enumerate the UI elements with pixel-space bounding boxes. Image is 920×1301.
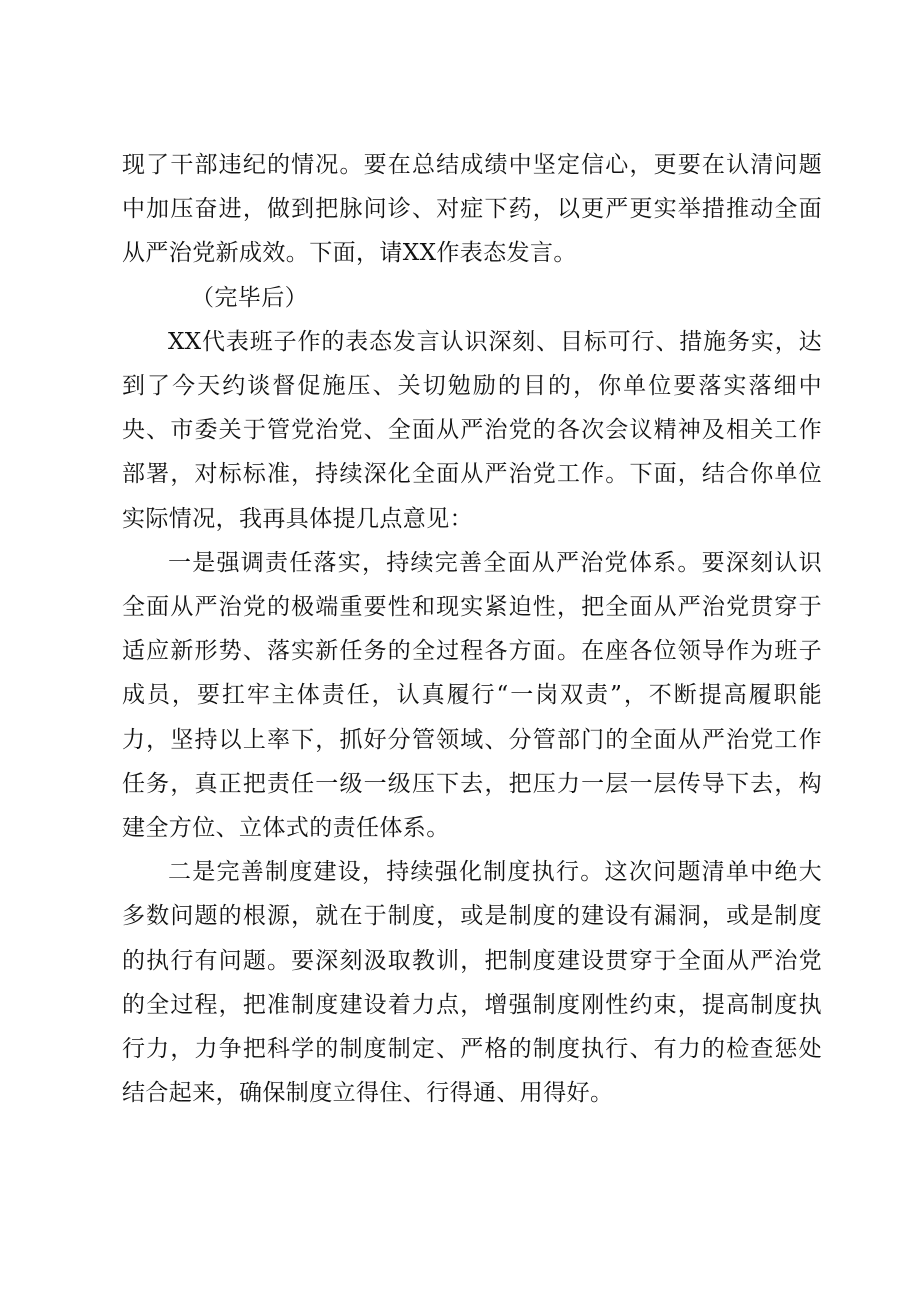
paragraph-point-one: 一是强调责任落实，持续完善全面从严治党体系。要深刻认识全面从严治党的极端重要性和现实紧迫性，把全面从严治党贯穿于适应新形势、落实新任务的全过程各方面。在座各位领导作为班子成员，要扛牢主体责任，认真履行“一岗双责”，不断提高履职能力，坚持以上率下，抓好分管领域、分管部门的全面从严治党工作任务，真正把责任一级一级压下去，把压力一层一层传导下去，构建全方位、立体式的责任体系。 xyxy=(122,549,822,842)
paragraph-note: （完毕后） xyxy=(191,284,308,311)
paragraph-response: XX代表班子作的表态发言认识深刻、目标可行、措施务实，达到了今天约谈督促施压、关切勉励的目的，你单位要落实落细中央、市委关于管党治党、全面从严治党的各次会议精神及相关工作部署，对标标准，持续深化全面从严治党工作。下面，结合你单位实际情况，我再具体提几点意见： xyxy=(122,328,822,532)
document-body xyxy=(122,143,822,1115)
paragraph-continuation: 现了干部违纪的情况。要在总结成绩中坚定信心，更要在认清问题中加压奋进，做到把脉问诊、对症下药，以更严更实举措推动全面从严治党新成效。下面，请XX作表态发言。 xyxy=(122,152,822,267)
paragraph-point-two: 二是完善制度建设，持续强化制度执行。这次问题清单中绝大多数问题的根源，就在于制度，或是制度的建设有漏洞，或是制度的执行有问题。要深刻汲取教训，把制度建设贯穿于全面从严治党的全过程，把准制度建设着力点，增强制度刚性约束，提高制度执行力，力争把科学的制度制定、严格的制度执行、有力的检查惩处结合起来，确保制度立得住、行得通、用得好。 xyxy=(122,859,822,1107)
